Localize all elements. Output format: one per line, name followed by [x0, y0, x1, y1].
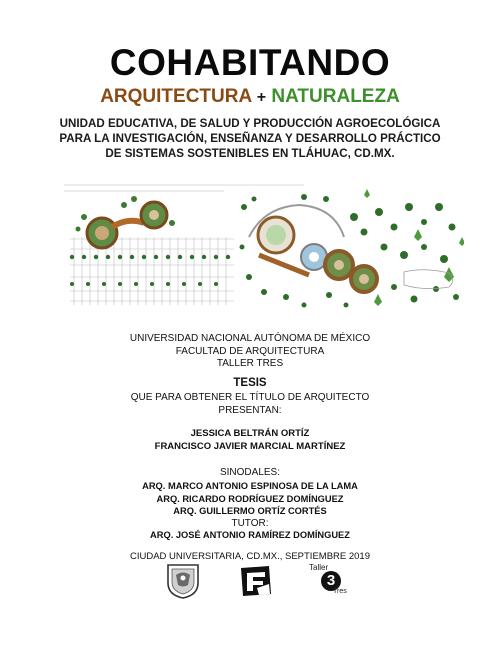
- subtitle-naturaleza: NATURALEZA: [271, 86, 400, 107]
- subtitle-arquitectura: ARQUITECTURA: [100, 86, 252, 107]
- thesis-purpose: [0, 392, 500, 417]
- subtitle: [0, 86, 500, 108]
- sinodal-name: ARQ. RICARDO RODRÍGUEZ DOMÍNGUEZ: [156, 493, 344, 504]
- taller-word: Taller: [309, 563, 329, 572]
- tres-word: Tres: [333, 588, 347, 595]
- purpose-line: PRESENTAN:: [218, 404, 282, 416]
- sinodales-label: SINODALES:: [219, 467, 281, 478]
- taller-tres-logo: [309, 563, 353, 597]
- sinodales-block: [0, 480, 500, 518]
- thesis-label: TESIS: [233, 377, 267, 389]
- institution-line: TALLER TRES: [216, 358, 284, 369]
- institution-block: [0, 333, 500, 371]
- institution-line: UNIVERSIDAD NACIONAL AUTÓNOMA DE MÉXICO: [129, 333, 371, 344]
- site-plan-illustration: [64, 177, 464, 317]
- description-line: UNIDAD EDUCATIVA, DE SALUD Y PRODUCCIÓN AGROECOLÓGICA: [59, 117, 441, 130]
- sinodal-name: ARQ. GUILLERMO ORTÍZ CORTÉS: [173, 506, 327, 516]
- unam-seal-icon: [164, 561, 202, 599]
- subtitle-plus: +: [256, 89, 267, 106]
- authors-block: [0, 428, 500, 453]
- description-line: DE SISTEMAS SOSTENIBLES EN TLÁHUAC, CD.MX.: [105, 147, 395, 160]
- taller-number-badge: 3: [321, 571, 341, 591]
- tutor-label: TUTOR:: [231, 518, 269, 529]
- author-name: FRANCISCO JAVIER MARCIAL MARTÍNEZ: [154, 440, 346, 452]
- facultad-arquitectura-logo-icon: [239, 564, 273, 598]
- institution-line: FACULTAD DE ARQUITECTURA: [175, 345, 325, 357]
- description-line: PARA LA INVESTIGACIÓN, ENSEÑANZA Y DESARROLLO PRÁCTICO: [59, 132, 441, 145]
- author-name: JESSICA BELTRÁN ORTÍZ: [190, 428, 310, 439]
- project-description: [0, 116, 500, 161]
- page-title: COHABITANDO: [109, 42, 391, 83]
- tutor-name: ARQ. JOSÉ ANTONIO RAMÍREZ DOMÍNGUEZ: [150, 530, 350, 540]
- sinodal-name: ARQ. MARCO ANTONIO ESPINOSA DE LA LAMA: [142, 481, 358, 491]
- place-date: CIUDAD UNIVERSITARIA, CD.MX., SEPTIEMBRE 2019: [129, 551, 370, 562]
- purpose-line: QUE PARA OBTENER EL TÍTULO DE ARQUITECTO: [130, 392, 370, 403]
